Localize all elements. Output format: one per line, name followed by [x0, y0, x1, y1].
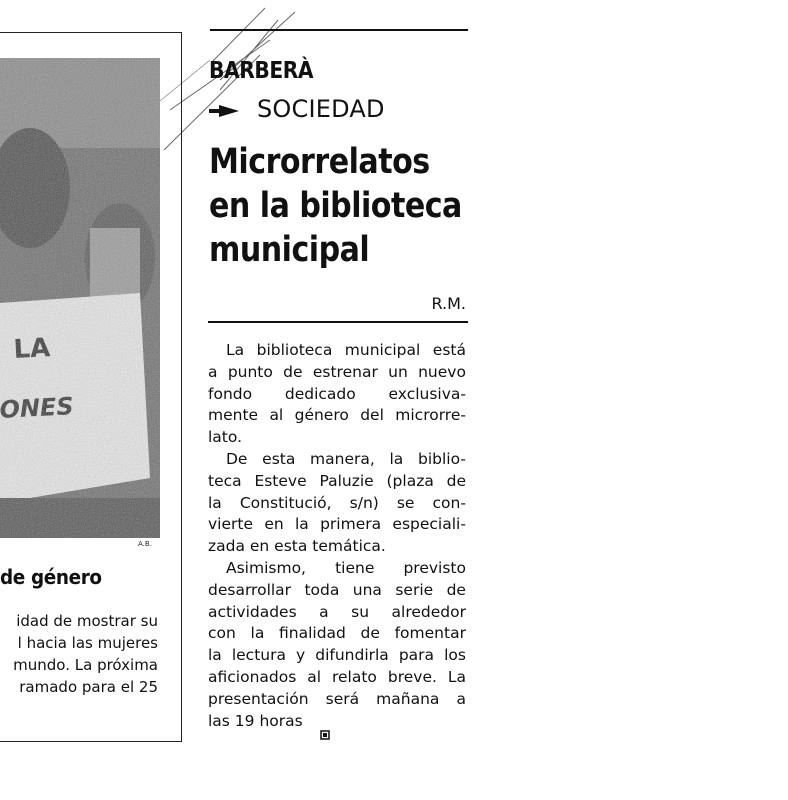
subsection-label: SOCIEDAD — [257, 95, 385, 123]
photo-credit: A.B. — [138, 540, 152, 548]
body-line: la Constitució, s/n) se con- — [208, 493, 466, 512]
body-line — [208, 536, 466, 558]
body-line: presentación será mañana a — [208, 689, 466, 708]
body-line — [208, 711, 466, 733]
headline-line: Microrrelatos — [209, 142, 430, 182]
article-headline — [209, 140, 467, 272]
body-line: con la finalidad de fomentar — [208, 624, 466, 643]
body-line-text: las 19 horas — [208, 711, 303, 730]
left-article-headline: de género — [0, 565, 102, 589]
left-body-line: ramado para el 25 — [19, 678, 158, 696]
body-line-text: zada en esta temática. — [208, 537, 386, 556]
left-article-body — [0, 610, 158, 698]
section-label: BARBERÀ — [209, 58, 314, 84]
end-of-article-icon — [320, 730, 330, 740]
body-line: De esta manera, la biblio- — [226, 449, 466, 468]
left-body-line: mundo. La próxima — [13, 656, 158, 674]
body-line: vierte en la primera especiali- — [208, 515, 466, 534]
body-line: aficionados al relato breve. La — [208, 667, 466, 686]
byline-rule — [208, 321, 468, 323]
article-body — [208, 340, 466, 732]
article-photo — [0, 58, 160, 538]
body-line: Asimismo, tiene previsto — [226, 558, 466, 577]
body-line: mente al género del microrre- — [208, 406, 466, 425]
left-body-line: idad de mostrar su — [16, 612, 158, 630]
body-line: desarrollar toda una serie de — [208, 580, 466, 599]
headline-line: municipal — [209, 230, 370, 270]
body-line: actividades a su alrededor — [208, 602, 466, 621]
body-line: teca Esteve Paluzie (plaza de — [208, 471, 466, 490]
body-line — [208, 427, 466, 449]
headline-line: en la biblioteca — [209, 186, 462, 226]
left-body-line: l hacia las mujeres — [17, 634, 158, 652]
body-line: la lectura y difundirla para los — [208, 646, 466, 665]
byline: R.M. — [431, 294, 466, 313]
body-line: La biblioteca municipal está — [226, 341, 466, 359]
triangle-pointer-icon — [209, 105, 241, 117]
body-line-text: lato. — [208, 428, 243, 447]
body-line: fondo dedicado exclusiva- — [208, 384, 466, 403]
top-rule — [210, 29, 468, 31]
body-line: a punto de estrenar un nuevo — [208, 362, 466, 381]
